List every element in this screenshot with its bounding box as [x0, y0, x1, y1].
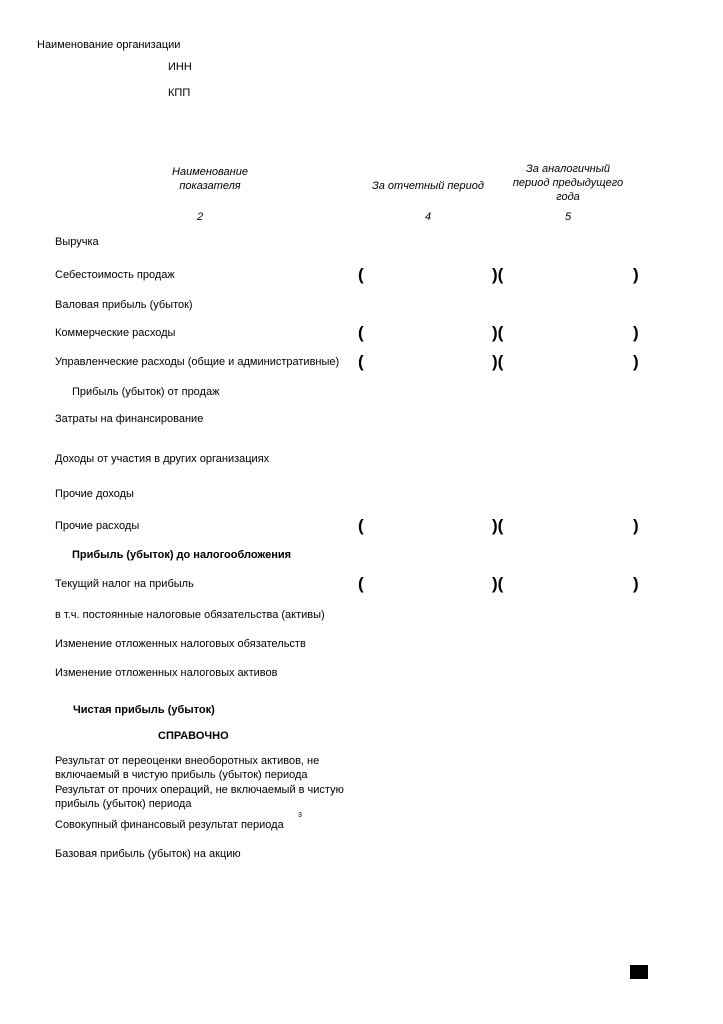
bracket-close: ): [633, 574, 639, 593]
column-number-current: 4: [425, 211, 432, 223]
bracket-middle: )(: [492, 323, 504, 342]
bracket-close: ): [633, 352, 639, 371]
row-label-permanent-tax: в т.ч. постоянные налоговые обязательства (активы): [55, 609, 325, 621]
row-label-gross-profit: Валовая прибыль (убыток): [55, 299, 193, 311]
bracket-middle: )(: [492, 574, 504, 593]
bracket-close: ): [633, 516, 639, 535]
row-label-financing-costs: Затраты на финансирование: [55, 413, 204, 425]
row-label-sales-profit: Прибыль (убыток) от продаж: [72, 386, 220, 398]
bracket-open: (: [358, 352, 364, 371]
row-label-deferred-tax-assets: Изменение отложенных налоговых активов: [55, 667, 278, 679]
inn-label: ИНН: [168, 61, 192, 73]
row-label-revaluation-result: Результат от переоценки внеоборотных активов, не включаемый в чистую прибыль (убыток) периода: [55, 755, 320, 781]
reference-section-title: СПРАВОЧНО: [158, 730, 229, 742]
bracket-open: (: [358, 574, 364, 593]
bracket-middle: )(: [492, 265, 504, 284]
row-label-other-income: Прочие доходы: [55, 488, 134, 500]
row-label-other-expenses: Прочие расходы: [55, 520, 140, 532]
kpp-label: КПП: [168, 87, 191, 99]
row-label-pretax-profit: Прибыль (убыток) до налогообложения: [72, 549, 292, 561]
row-label-admin-expenses: Управленческие расходы (общие и административные): [55, 356, 340, 368]
bracket-open: (: [358, 516, 364, 535]
row-label-participation-income: Доходы от участия в других организациях: [55, 453, 270, 465]
column-header-name: Наименование показателя: [172, 166, 248, 192]
row-label-comprehensive-result: Совокупный финансовый результат периода: [55, 819, 284, 831]
bracket-close: ): [633, 323, 639, 342]
row-label-cost-of-sales: Себестоимость продаж: [55, 269, 175, 281]
column-header-current-period: За отчетный период: [372, 180, 484, 192]
row-label-other-operations-result: Результат от прочих операций, не включаемый в чистую прибыль (убыток) периода: [55, 784, 344, 810]
column-number-previous: 5: [565, 211, 572, 223]
organization-name-label: Наименование организации: [37, 39, 181, 51]
column-header-previous-period: За аналогичный период предыдущего года: [512, 163, 624, 203]
row-label-current-tax: Текущий налог на прибыль: [55, 578, 194, 590]
page-marker: [630, 965, 648, 979]
bracket-open: (: [358, 323, 364, 342]
footnote-marker: 3: [298, 812, 302, 819]
row-label-selling-expenses: Коммерческие расходы: [55, 327, 176, 339]
row-label-revenue: Выручка: [55, 236, 99, 248]
column-number-name: 2: [197, 211, 204, 223]
row-label-basic-eps: Базовая прибыль (убыток) на акцию: [55, 848, 241, 860]
bracket-close: ): [633, 265, 639, 284]
bracket-middle: )(: [492, 516, 504, 535]
row-label-net-profit: Чистая прибыль (убыток): [73, 704, 215, 716]
bracket-open: (: [358, 265, 364, 284]
row-label-deferred-tax-liabilities: Изменение отложенных налоговых обязательств: [55, 638, 306, 650]
bracket-middle: )(: [492, 352, 504, 371]
